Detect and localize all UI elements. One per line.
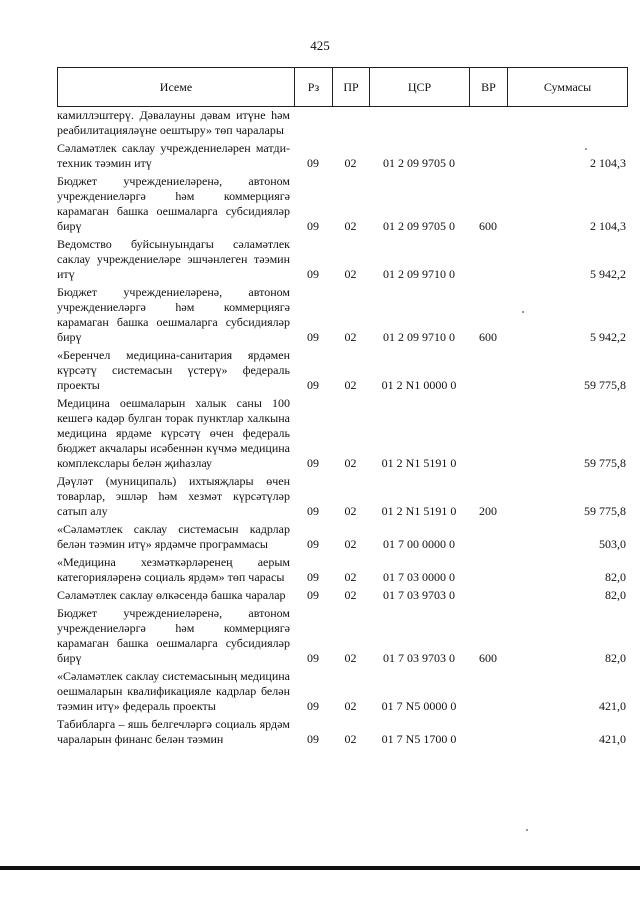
row-name: Табибларга – яшь белгечләргә социаль ярдәм чараларын финанс белән тәэмин: [57, 717, 290, 746]
scan-speck: [526, 829, 528, 831]
row-sum: 5 942,2: [590, 330, 626, 344]
row-rz: 09: [307, 504, 319, 518]
row-pr: 02: [344, 588, 357, 602]
table-row: [57, 717, 628, 747]
row-rz: 09: [307, 699, 319, 713]
row-rz: 09: [307, 378, 319, 392]
row-rz: 09: [307, 156, 319, 170]
row-pr: 02: [344, 219, 357, 233]
table-row: [57, 669, 628, 714]
row-sum: 59 775,8: [584, 456, 626, 470]
row-rz: 09: [307, 570, 319, 584]
header-sum: Суммасы: [543, 79, 592, 94]
row-pr: 02: [344, 651, 357, 665]
table-row: [57, 396, 628, 471]
row-rz: 09: [307, 219, 319, 233]
row-csr: 01 2 09 9705 0: [383, 219, 455, 233]
row-vr: 600: [479, 651, 497, 665]
row-pr: 02: [344, 156, 357, 170]
row-sum: 59 775,8: [584, 378, 626, 392]
table-row: [57, 522, 628, 552]
row-csr: 01 7 N5 1700 0: [381, 732, 457, 746]
row-pr: 02: [344, 267, 357, 281]
row-name: «Сәламәтлек саклау системасының медицина оешмаларын квалификацияле кадрлар белән тәэмин итү» федераль проекты: [57, 669, 290, 713]
table-row: [57, 555, 628, 585]
row-rz: 09: [307, 732, 319, 746]
row-pr: 02: [344, 330, 357, 344]
row-vr: 200: [479, 504, 497, 518]
row-vr: 600: [479, 219, 497, 233]
row-pr: 02: [344, 570, 357, 584]
row-pr: 02: [344, 732, 357, 746]
page-number: 425: [310, 38, 330, 53]
row-sum: 2 104,3: [590, 219, 626, 233]
row-name: Ведомство буйсынуындагы сәламәтлек саклау учреждениеләре эшчәнлеген тәэмин итү: [57, 237, 290, 281]
row-name: «Сәламәтлек саклау системасын кадрлар белән тәэмин итү» ярдәмче программасы: [57, 522, 290, 551]
row-csr: 01 2 N1 5191 0: [381, 504, 457, 518]
row-sum: 5 942,2: [590, 267, 626, 281]
table-row: [57, 237, 628, 282]
row-csr: 01 2 09 9710 0: [383, 267, 455, 281]
row-name: Бюджет учреждениеләренә, автоном учреждениеләргә һәм коммерциягә карамаган башка оешмаларга субсидияләр бирү: [57, 174, 290, 233]
row-csr: 01 7 03 9703 0: [383, 651, 455, 665]
table-row: [57, 606, 628, 666]
bottom-border: [0, 866, 640, 870]
row-name: Бюджет учреждениеләренә, автоном учреждениеләргә һәм коммерциягә карамаган башка оешмаларга субсидияләр бирү: [57, 285, 290, 344]
scan-speck: [585, 148, 587, 150]
row-sum: 421,0: [599, 699, 626, 713]
table-row: [57, 141, 628, 171]
row-sum: 82,0: [605, 588, 626, 602]
header-pr: ПР: [333, 68, 370, 106]
header-vr: ВР: [470, 68, 508, 106]
row-pr: 02: [344, 504, 357, 518]
row-csr: 01 7 N5 0000 0: [381, 699, 457, 713]
table-header: [57, 67, 628, 107]
row-rz: 09: [307, 537, 319, 551]
table-row: [57, 108, 628, 138]
row-name: «Медицина хезмәткәрләренең аерым категорияләренә социаль ярдәм» төп чарасы: [57, 555, 290, 584]
row-csr: 01 2 09 9705 0: [383, 156, 455, 170]
row-name: Сәламәтлек саклау өлкәсендә башка чаралар: [57, 588, 286, 602]
table-row: [57, 348, 628, 393]
row-name: «Беренчел медицина-санитария ярдәмен күрсәтү системасын үстерү» федераль проекты: [57, 348, 290, 392]
table-row: [57, 588, 628, 603]
row-name: Бюджет учреждениеләренә, автоном учреждениеләргә һәм коммерциягә карамаган башка оешмаларга субсидияләр бирү: [57, 606, 290, 665]
row-csr: 01 7 00 0000 0: [383, 537, 455, 551]
row-name: Сәламәтлек саклау учреждениеләрен матди-техник тәэмин итү: [57, 141, 290, 170]
row-pr: 02: [344, 456, 357, 470]
row-rz: 09: [307, 267, 319, 281]
scan-speck: [522, 311, 524, 313]
row-sum: 421,0: [599, 732, 626, 746]
row-name: Дәүләт (муниципаль) ихтыяҗлары өчен товарлар, эшләр һәм хезмәт күрсәтүләр сатып алу: [57, 474, 290, 518]
row-vr: 600: [479, 330, 497, 344]
row-name: Медицина оешмаларын халык саны 100 кешегә кадәр булган торак пунктлар халкына медицина ярдәме күрсәтү өчен федераль бюджет акчалары исәбеннән күчмә медицина комплекслары белән җиһазлау: [57, 396, 290, 470]
table-row: [57, 174, 628, 234]
row-rz: 09: [307, 588, 319, 602]
row-sum: 2 104,3: [590, 156, 626, 170]
row-csr: 01 2 09 9710 0: [383, 330, 455, 344]
row-pr: 02: [344, 378, 357, 392]
row-csr: 01 7 03 9703 0: [383, 588, 455, 602]
row-sum: 59 775,8: [584, 504, 626, 518]
header-rz: Рз: [295, 68, 333, 106]
table-row: [57, 285, 628, 345]
row-csr: 01 2 N1 0000 0: [381, 378, 457, 392]
row-rz: 09: [307, 456, 319, 470]
row-csr: 01 7 03 0000 0: [383, 570, 455, 584]
row-pr: 02: [344, 699, 357, 713]
row-sum: 503,0: [599, 537, 626, 551]
row-pr: 02: [344, 537, 357, 551]
table-row: [57, 474, 628, 519]
header-csr: ЦСР: [370, 68, 470, 106]
row-sum: 82,0: [605, 651, 626, 665]
row-sum: 82,0: [605, 570, 626, 584]
table-body: [57, 108, 628, 750]
header-name: Исеме: [58, 68, 295, 106]
row-csr: 01 2 N1 5191 0: [381, 456, 457, 470]
row-rz: 09: [307, 651, 319, 665]
row-name: камиллэштерү. Дәвалауны дәвам итүне һәм реабилитацияләүне оештыру» төп чаралары: [57, 108, 290, 137]
row-rz: 09: [307, 330, 319, 344]
